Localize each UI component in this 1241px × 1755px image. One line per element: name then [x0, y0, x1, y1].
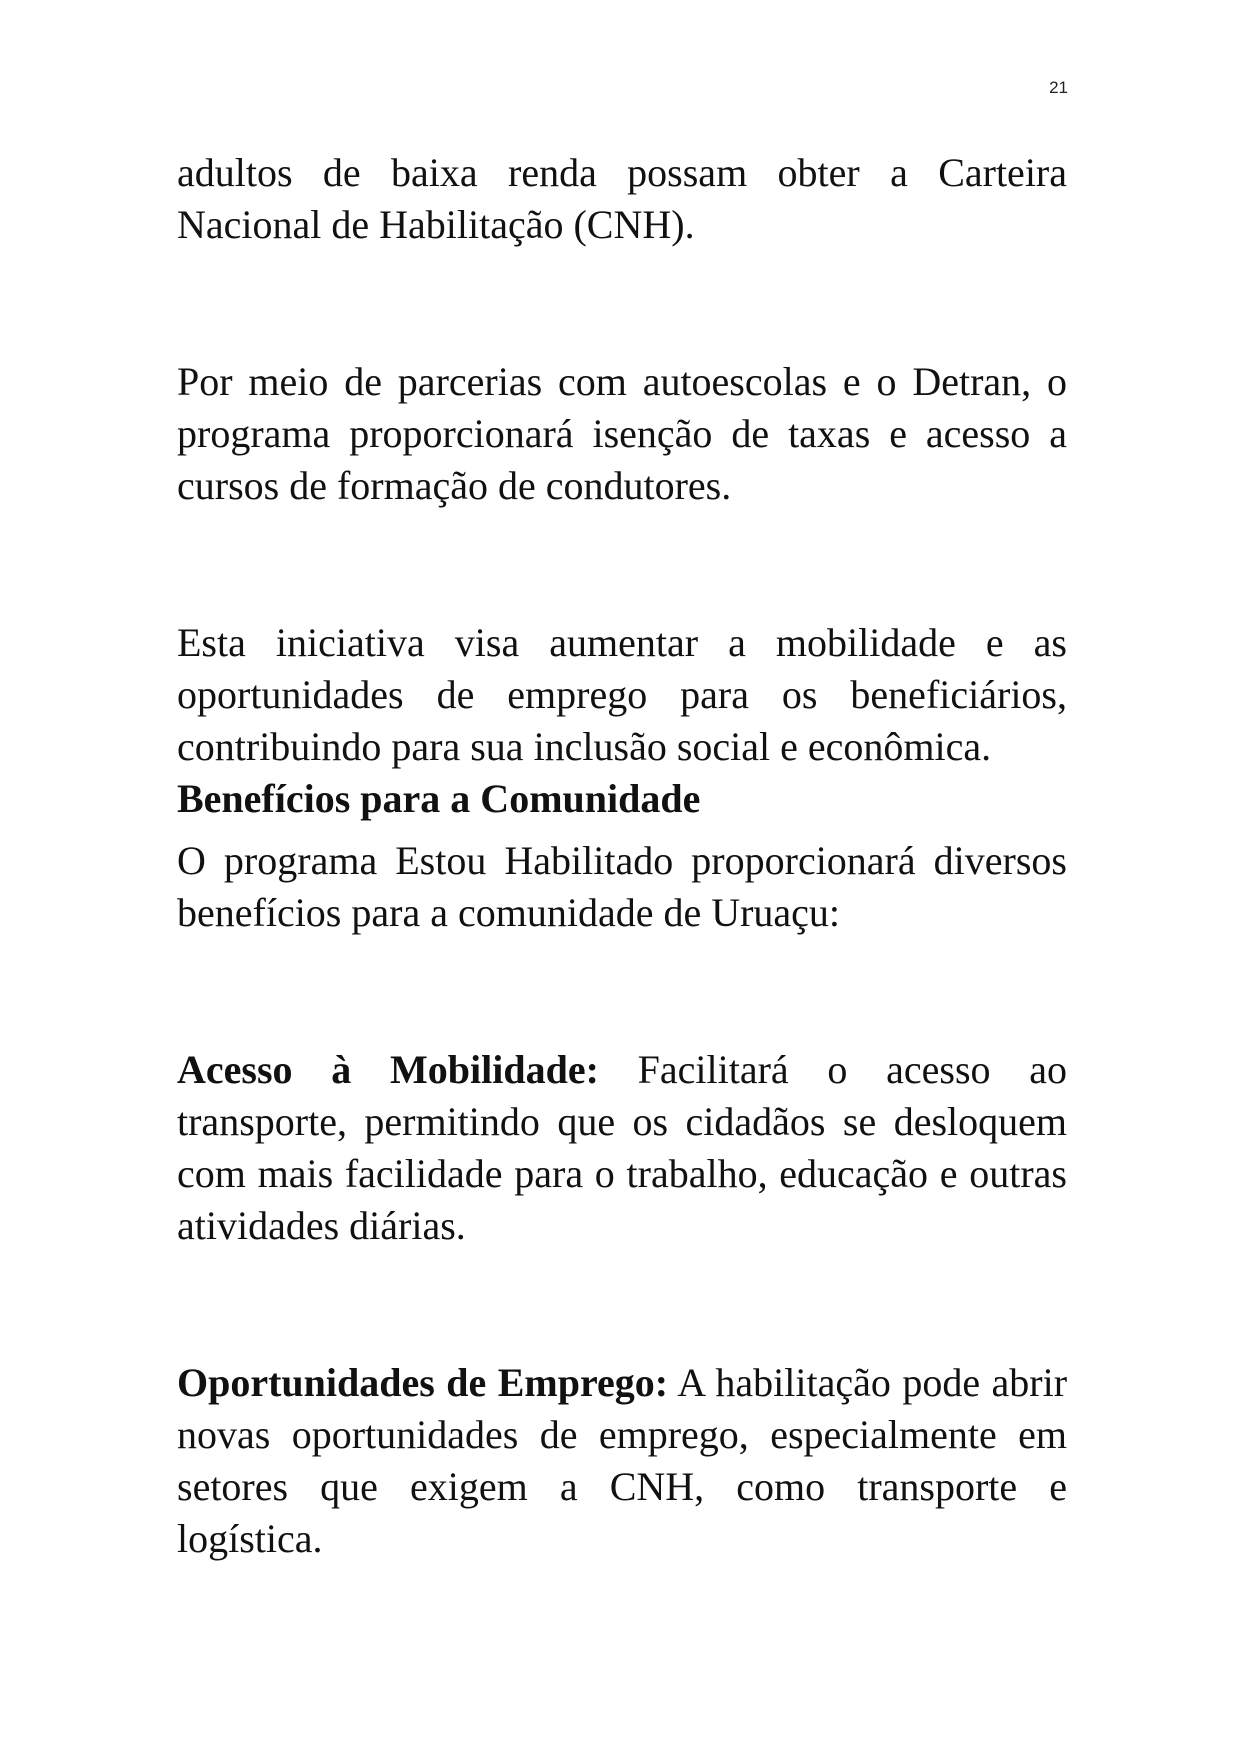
benefit-item-employment [177, 1357, 1067, 1565]
benefit-term: Oportunidades de Emprego: [177, 1360, 669, 1405]
benefit-term: Acesso à Mobilidade: [177, 1047, 599, 1092]
paragraph-initiative: Esta iniciativa visa aumentar a mobilidade e as oportunidades de emprego para os beneficiários, contribuindo para sua inclusão social e econômica. [177, 620, 1067, 769]
benefit-item-mobility [177, 1044, 1067, 1252]
page-number: 21 [1049, 78, 1068, 97]
paragraph-partnerships: Por meio de parcerias com autoescolas e o Detran, o programa proporcionará isenção de taxas e acesso a cursos de formação de condutores. [177, 359, 1067, 508]
section-heading: Benefícios para a Comunidade [177, 776, 701, 821]
paragraph-cnh-continuation: adultos de baixa renda possam obter a Carteira Nacional de Habilitação (CNH). [177, 150, 1067, 247]
benefit-text: Facilitará o acesso ao transporte, permitindo que os cidadãos se desloquem com mais facilidade para o trabalho, educação e outras atividades diárias. [177, 1047, 1068, 1248]
paragraph-intro: O programa Estou Habilitado proporcionará diversos benefícios para a comunidade de Uruaçu: [177, 838, 1067, 935]
benefit-text: A habilitação pode abrir novas oportunidades de emprego, especialmente em setores que exigem a CNH, como transporte e logística. [177, 1360, 1068, 1561]
document-body [177, 147, 1067, 1565]
